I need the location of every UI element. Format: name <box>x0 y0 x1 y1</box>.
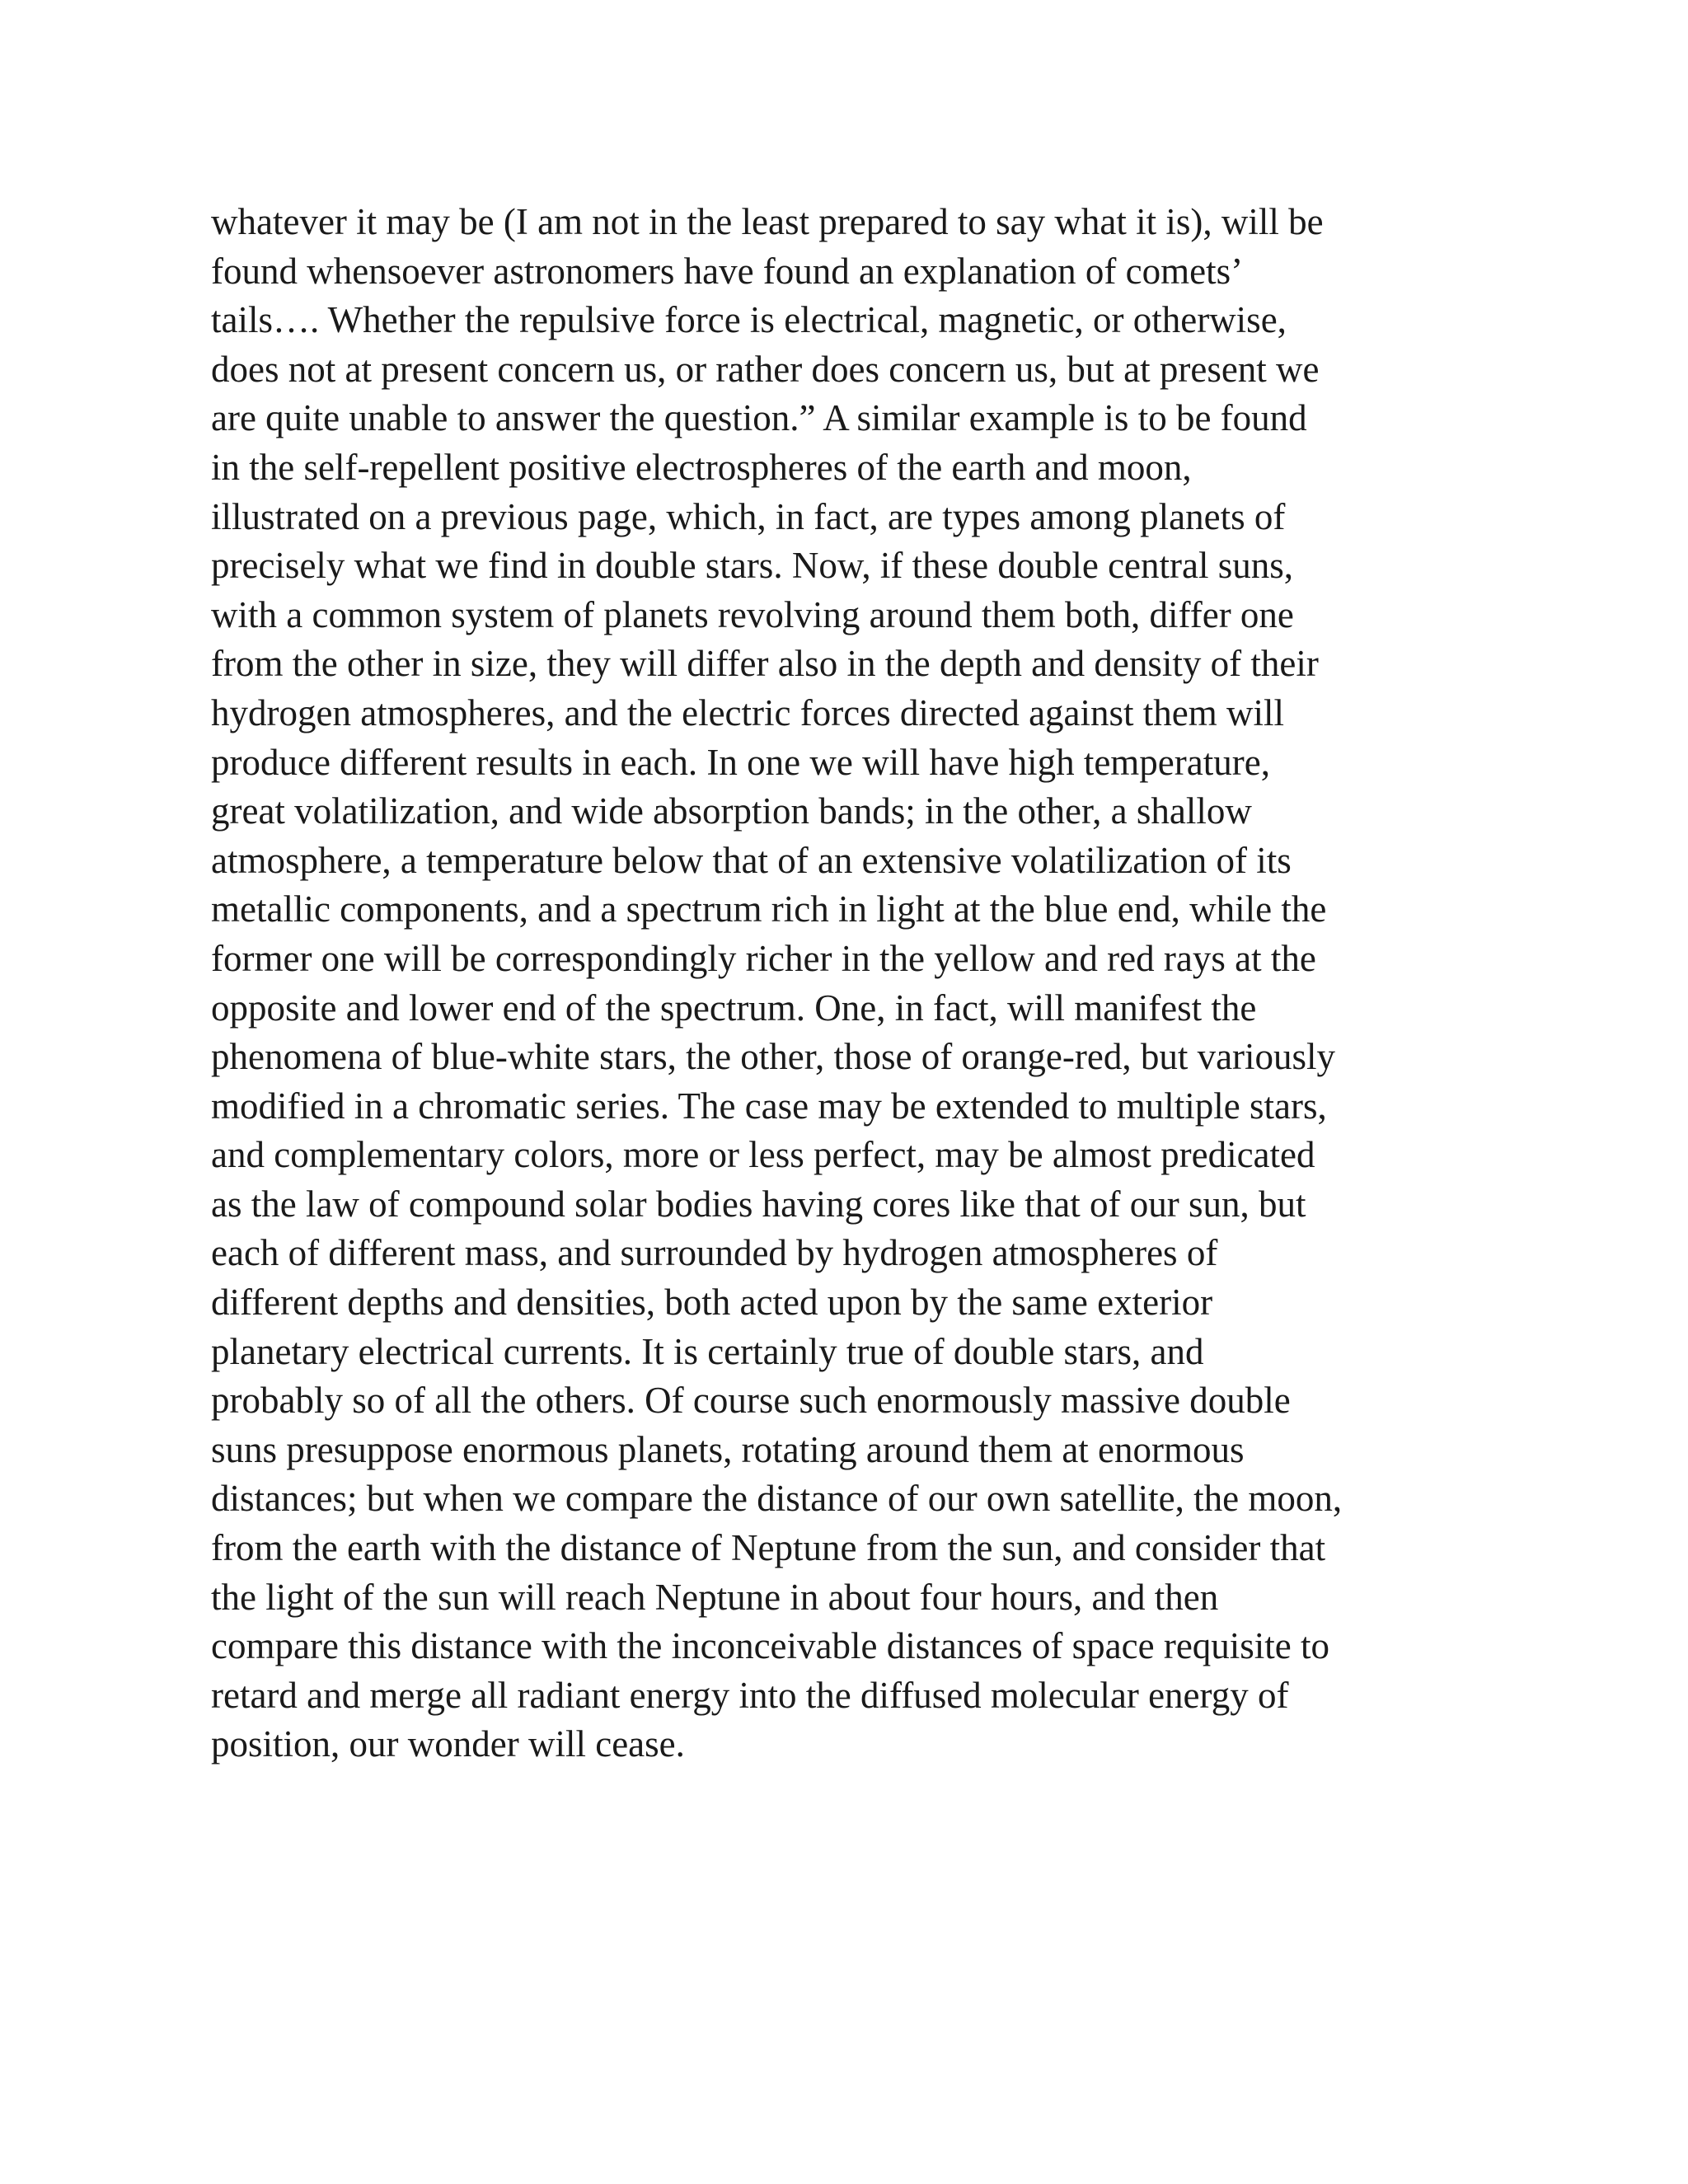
text-line: whatever it may be (I am not in the least prepared to say what it is), will be <box>211 201 1324 242</box>
text-line: retard and merge all radiant energy into the diffused molecular energy of <box>211 1674 1289 1716</box>
text-line: great volatilization, and wide absorption bands; in the other, a shallow <box>211 790 1252 832</box>
text-line: as the law of compound solar bodies having cores like that of our sun, but <box>211 1183 1306 1225</box>
text-line: planetary electrical currents. It is certainly true of double stars, and <box>211 1330 1204 1372</box>
text-line: illustrated on a previous page, which, in fact, are types among planets of <box>211 495 1286 537</box>
text-line: and complementary colors, more or less perfect, may be almost predicated <box>211 1134 1315 1176</box>
text-line: produce different results in each. In one we will have high temperature, <box>211 741 1270 783</box>
text-line: are quite unable to answer the question.” A similar example is to be found <box>211 397 1307 439</box>
text-line: tails…. Whether the repulsive force is electrical, magnetic, or otherwise, <box>211 299 1287 341</box>
text-line: from the earth with the distance of Neptune from the sun, and consider that <box>211 1527 1326 1569</box>
text-line: atmosphere, a temperature below that of an extensive volatilization of its <box>211 839 1292 881</box>
text-line: from the other in size, they will differ also in the depth and density of their <box>211 643 1319 685</box>
text-line: compare this distance with the inconceivable distances of space requisite to <box>211 1625 1330 1667</box>
body-paragraph <box>211 198 1497 1769</box>
text-line: suns presuppose enormous planets, rotating around them at enormous <box>211 1428 1245 1470</box>
text-line: different depths and densities, both acted upon by the same exterior <box>211 1282 1213 1324</box>
text-line: does not at present concern us, or rather does concern us, but at present we <box>211 348 1320 390</box>
text-line: precisely what we find in double stars. Now, if these double central suns, <box>211 545 1293 587</box>
text-line: distances; but when we compare the distance of our own satellite, the moon, <box>211 1478 1343 1520</box>
text-line: in the self-repellent positive electrospheres of the earth and moon, <box>211 446 1192 488</box>
text-line: phenomena of blue-white stars, the other, those of orange-red, but variously <box>211 1036 1336 1078</box>
text-line: former one will be correspondingly richer in the yellow and red rays at the <box>211 937 1316 979</box>
text-line: probably so of all the others. Of course such enormously massive double <box>211 1380 1291 1422</box>
text-line: found whensoever astronomers have found an explanation of comets’ <box>211 250 1244 292</box>
text-line: with a common system of planets revolving around them both, differ one <box>211 593 1294 635</box>
text-line: opposite and lower end of the spectrum. One, in fact, will manifest the <box>211 987 1257 1029</box>
text-line: position, our wonder will cease. <box>211 1723 685 1765</box>
text-line: hydrogen atmospheres, and the electric forces directed against them will <box>211 691 1285 733</box>
text-line: the light of the sun will reach Neptune in about four hours, and then <box>211 1576 1219 1618</box>
text-line: each of different mass, and surrounded by hydrogen atmospheres of <box>211 1232 1218 1274</box>
text-line: modified in a chromatic series. The case may be extended to multiple stars, <box>211 1085 1327 1127</box>
text-line: metallic components, and a spectrum rich in light at the blue end, while the <box>211 888 1327 930</box>
